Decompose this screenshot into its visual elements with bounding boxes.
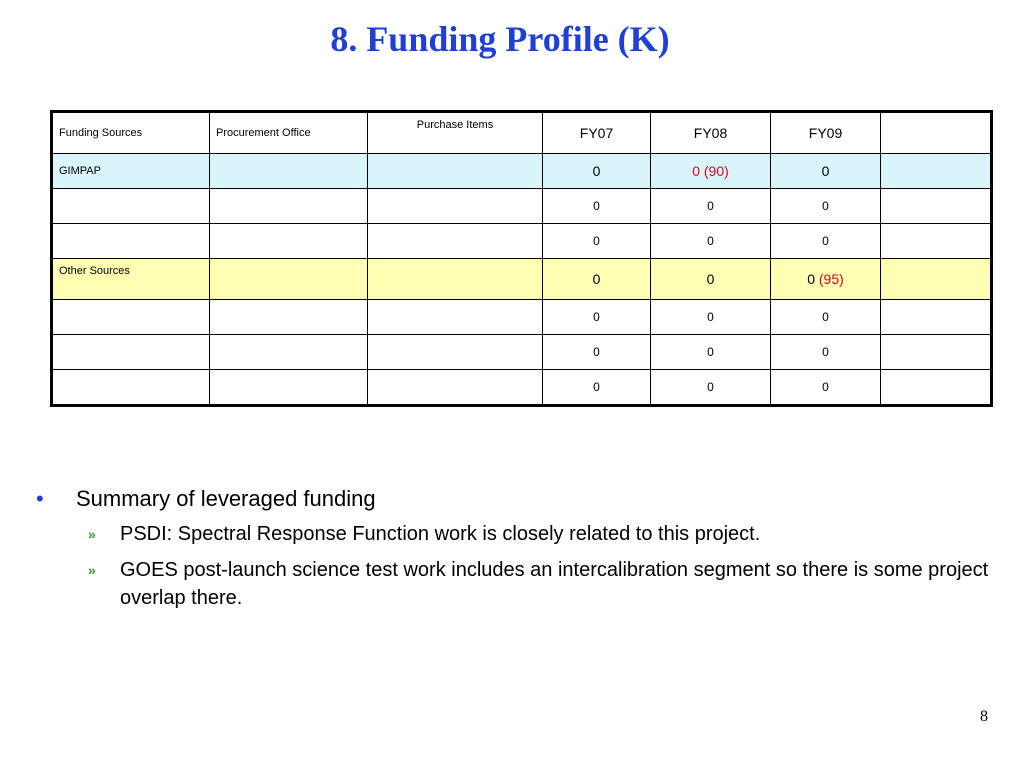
cell-source: GIMPAP — [52, 154, 210, 189]
cell-procurement — [210, 335, 368, 370]
cell-fy09: 0 — [771, 370, 881, 406]
cell-purchase — [368, 154, 543, 189]
cell-fy09-extra: (95) — [818, 271, 844, 287]
cell-procurement — [210, 224, 368, 259]
cell-fy09: 0 — [771, 300, 881, 335]
header-fy08: FY08 — [651, 112, 771, 154]
bullet-sub-text: PSDI: Spectral Response Function work is closely related to this project. — [120, 523, 761, 545]
cell-procurement — [210, 189, 368, 224]
cell-extra — [881, 154, 992, 189]
cell-fy08: 0 — [651, 335, 771, 370]
cell-procurement — [210, 154, 368, 189]
cell-fy07: 0 — [543, 335, 651, 370]
cell-purchase — [368, 224, 543, 259]
cell-fy08: 0 (90) — [651, 154, 771, 189]
cell-extra — [881, 335, 992, 370]
cell-fy07: 0 — [543, 370, 651, 406]
table-row-other-sources — [52, 259, 992, 300]
cell-procurement — [210, 300, 368, 335]
cell-fy08: 0 — [651, 189, 771, 224]
bullet-sub — [36, 520, 996, 548]
table-header-row — [52, 112, 992, 154]
cell-purchase — [368, 189, 543, 224]
cell-source: Other Sources — [52, 259, 210, 300]
page-number: 8 — [980, 708, 988, 725]
bullet-sub — [36, 556, 996, 612]
cell-extra — [881, 300, 992, 335]
table-row — [52, 189, 992, 224]
header-funding-sources: Funding Sources — [52, 112, 210, 154]
cell-purchase — [368, 370, 543, 406]
cell-procurement — [210, 370, 368, 406]
cell-fy07: 0 — [543, 154, 651, 189]
cell-source — [52, 335, 210, 370]
cell-fy07: 0 — [543, 300, 651, 335]
table-row — [52, 224, 992, 259]
cell-purchase — [368, 300, 543, 335]
cell-extra — [881, 259, 992, 300]
cell-extra — [881, 189, 992, 224]
cell-extra — [881, 370, 992, 406]
cell-fy07: 0 — [543, 259, 651, 300]
header-fy09: FY09 — [771, 112, 881, 154]
cell-fy08: 0 — [651, 259, 771, 300]
cell-source — [52, 189, 210, 224]
cell-fy07: 0 — [543, 224, 651, 259]
table-row — [52, 335, 992, 370]
cell-fy09: 0 — [771, 224, 881, 259]
cell-fy08: 0 — [651, 224, 771, 259]
cell-fy09-base: 0 — [807, 271, 815, 287]
cell-source — [52, 300, 210, 335]
cell-source — [52, 224, 210, 259]
cell-purchase — [368, 259, 543, 300]
slide-title: 8. Funding Profile (K) — [330, 19, 670, 59]
bullet-sub-text: GOES post-launch science test work includes an intercalibration segment so there is some project overlap there. — [120, 559, 989, 609]
header-extra — [881, 112, 992, 154]
bullet-dot-icon: • — [36, 486, 44, 511]
cell-fy09: 0 — [771, 154, 881, 189]
chevron-right-icon: » — [88, 526, 96, 542]
cell-fy09 — [771, 259, 881, 300]
cell-purchase — [368, 335, 543, 370]
cell-extra — [881, 224, 992, 259]
header-procurement-office: Procurement Office — [210, 112, 368, 154]
bullet-main — [36, 486, 996, 512]
cell-fy08: 0 — [651, 300, 771, 335]
funding-table — [50, 110, 993, 407]
chevron-right-icon: » — [88, 562, 96, 578]
cell-fy07: 0 — [543, 189, 651, 224]
cell-fy08: 0 — [651, 370, 771, 406]
cell-fy09: 0 — [771, 189, 881, 224]
cell-source — [52, 370, 210, 406]
header-fy07: FY07 — [543, 112, 651, 154]
cell-procurement — [210, 259, 368, 300]
bullet-main-text: Summary of leveraged funding — [76, 486, 376, 511]
table-row — [52, 370, 992, 406]
cell-fy09: 0 — [771, 335, 881, 370]
bullet-list — [36, 486, 996, 612]
header-purchase-items: Purchase Items — [368, 112, 543, 154]
table-row-gimpap — [52, 154, 992, 189]
table-row — [52, 300, 992, 335]
